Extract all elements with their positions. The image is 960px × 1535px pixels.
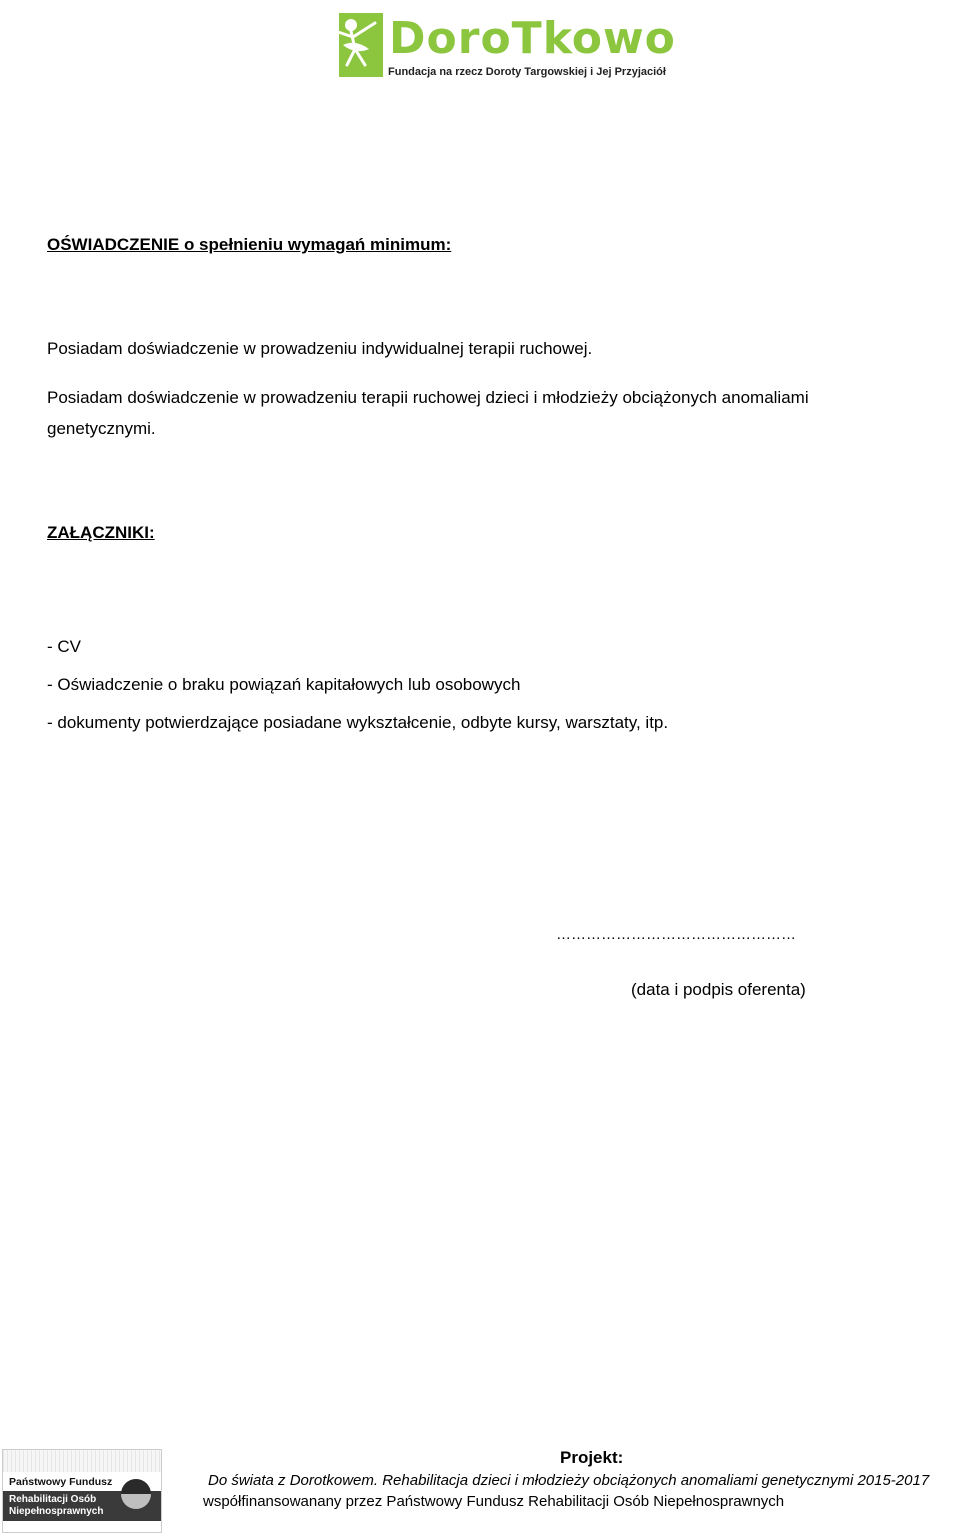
attachment-item: - CV bbox=[47, 637, 81, 656]
pfron-logo-line-2: Rehabilitacji Osób bbox=[9, 1494, 97, 1505]
attachment-item: - dokumenty potwierdzające posiadane wykształcenie, odbyte kursy, warsztaty, itp. bbox=[47, 713, 669, 732]
statement-line-1: Posiadam doświadczenie w prowadzeniu indywidualnej terapii ruchowej. bbox=[47, 339, 593, 358]
attachment-item: - Oświadczenie o braku powiązań kapitałowych lub osobowych bbox=[47, 675, 521, 694]
pfron-circle-icon bbox=[121, 1479, 151, 1509]
pfron-logo-pattern bbox=[3, 1450, 161, 1472]
foundation-logo bbox=[325, 5, 676, 87]
attachments-heading: ZAŁĄCZNIKI: bbox=[47, 523, 155, 542]
project-label: Projekt: bbox=[560, 1448, 624, 1467]
statement-heading: OŚWIADCZENIE o spełnieniu wymagań minimum: bbox=[47, 235, 452, 254]
statement-line-2-continued: genetycznymi. bbox=[47, 419, 156, 438]
signature-line: ………………………………………… bbox=[556, 926, 796, 943]
pfron-logo-line-1: Państwowy Fundusz bbox=[9, 1476, 113, 1488]
dancer-logo-icon bbox=[325, 9, 387, 81]
pfron-logo bbox=[2, 1449, 162, 1533]
logo-name: DoroTkowo bbox=[389, 13, 676, 64]
pfron-logo-line-3: Niepełnosprawnych bbox=[9, 1506, 104, 1517]
project-funding: współfinansowanany przez Państwowy Fundusz Rehabilitacji Osób Niepełnosprawnych bbox=[203, 1493, 785, 1510]
logo-tagline: Fundacja na rzecz Doroty Targowskiej i Jej Przyjaciół bbox=[388, 66, 666, 78]
project-title: Do świata z Dorotkowem. Rehabilitacja dzieci i młodzieży obciążonych anomaliami genetycznymi 2015-2017 bbox=[208, 1472, 930, 1489]
statement-line-2: Posiadam doświadczenie w prowadzeniu terapii ruchowej dzieci i młodzieży obciążonych anomaliami bbox=[47, 388, 809, 407]
signature-caption: (data i podpis oferenta) bbox=[631, 980, 806, 999]
